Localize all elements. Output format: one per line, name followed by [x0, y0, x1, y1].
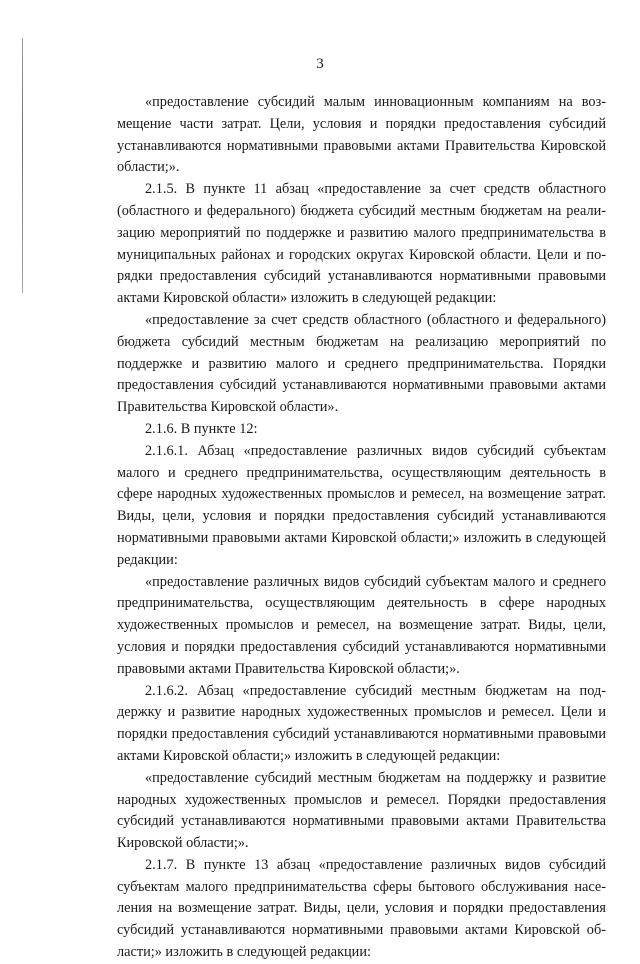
paragraph: 2.1.6.2. Абзац «предоставление субсидий местным бюджетам на поддержку и развитие народных художественных промыслов и ремесел. Цели и порядки предоставления субсидий устанавливаются нормативными правовыми актами Кировской области;» изложить в следующей редакции:: [117, 682, 606, 764]
paragraph: «предоставление субсидий малым инновационным компаниям на возмещение части затрат. Цели, условия и порядки предоставления субсидий устанавливаются нормативными правовыми актами Правительства Кировской области;».: [117, 94, 606, 176]
paragraph: 2.1.6. В пункте 12:: [145, 420, 258, 437]
paragraph: 2.1.5. В пункте 11 абзац «предоставление за счет средств областного (областного и федерального) бюджета субсидий местным бюджетам на реализацию мероприятий по поддержке и развитию малого предпринимательства в муниципальных районах и городских округах Кировской области. Цели и порядки предоставления субсидий устанавливаются нормативными правовыми актами Кировской области» изложить в следующей редакции:: [117, 181, 606, 307]
page-number: 3: [316, 56, 324, 72]
paragraph: «предоставление субсидий местным бюджетам на поддержку и развитие народных художественных промыслов и ремесел. Порядки предоставления субсидий устанавливаются нормативными правовыми актами Правительства Кировской области;».: [117, 769, 606, 852]
paragraph: «предоставление различных видов субсидий субъектам малого и среднего предпринимательства, осуществляющим деятельность в сфере народных художественных промыслов и ремесел, на возмещение затрат. Виды, цели, условия и порядки предоставления субсидий устанавливаются нормативными правовыми актами Правительства Кировской области;».: [117, 573, 606, 677]
scan-edge-line: [22, 38, 23, 293]
paragraph: 2.1.7. В пункте 13 абзац «предоставление различных видов субсидий субъектам малого предпринимательства сферы бытового обслуживания населения на возмещение затрат. Виды, цели, условия и порядки предоставления субсидий устанавливаются нормативными правовыми актами Кировской области;» изложить в следующей редакции:: [117, 856, 606, 961]
paragraph: 2.1.6.1. Абзац «предоставление различных видов субсидий субъектам малого и среднего предпринимательства, осуществляющим деятельность в сфере народных художественных промыслов и ремесел, на возмещение затрат. Виды, цели, условия и порядки предоставления субсидий устанавливаются нормативными правовыми актами Кировской области;» изложить в следующей редакции:: [117, 442, 606, 568]
paragraph: «предоставление за счет средств областного (областного и федерального) бюджета субсидий местным бюджетам на реализацию мероприятий по поддержке и развитию малого и среднего предпринимательства. Порядки предоставления субсидий устанавливаются нормативными правовыми актами Правительства Кировской области».: [117, 311, 606, 416]
document-body: [117, 92, 606, 964]
